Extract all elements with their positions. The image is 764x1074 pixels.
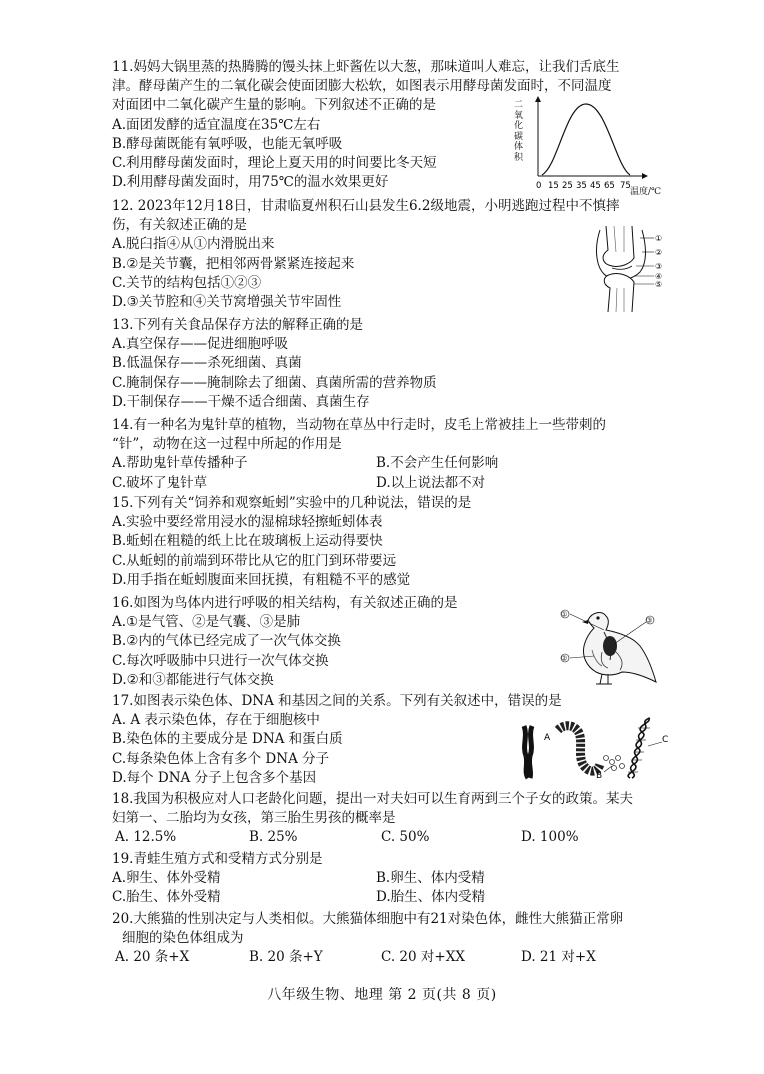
option-a: A.真空保存——促进细胞呼吸 <box>112 336 289 353</box>
option-d: D.胎生、体内受精 <box>376 889 486 906</box>
option-d: D.每个 DNA 分子上包含多个基因 <box>112 769 317 786</box>
bird-label-2: ② <box>561 654 568 663</box>
question-text: 19.青蛙生殖方式和受精方式分别是 <box>112 851 323 867</box>
co2-temperature-chart <box>512 96 660 198</box>
option-b: B.酵母菌既能有氧呼吸，也能无氧呼吸 <box>112 135 343 152</box>
option-c: C.每次呼吸肺中只进行一次气体交换 <box>112 652 329 669</box>
question-text: “针”，动物在这一过程中所起的作用是 <box>112 436 342 453</box>
option-b: B.低温保存——杀死细菌、真菌 <box>112 355 302 372</box>
question-19 <box>112 850 485 908</box>
question-text: 18.我国为积极应对人口老龄化问题，提出一对夫妇可以生育两到三个子女的政策。某夫 <box>112 791 633 807</box>
option-b: B.②内的气体已经完成了一次气体交换 <box>112 633 341 650</box>
chart-y-label-vertical: 二氧化碳体积 <box>514 100 524 163</box>
option-c: C.胎生、体外受精 <box>112 889 221 906</box>
question-text: 16.如图为鸟体内进行呼吸的相关结构，有关叙述正确的是 <box>112 595 458 611</box>
option-a: A. 20 条+X <box>115 949 190 966</box>
option-d: D.以上说法都不对 <box>376 474 486 491</box>
question-18 <box>112 790 633 848</box>
option-c: C.腌制保存——腌制除去了细菌、真菌所需的营养物质 <box>112 374 437 391</box>
options-row <box>112 828 633 847</box>
option-b: B.卵生、体内受精 <box>376 870 485 887</box>
option-b: B. 25% <box>249 829 298 846</box>
option-a: A.面团发酵的适宜温度在35℃左右 <box>112 116 321 133</box>
option-c: C.每条染色体上含有多个 DNA 分子 <box>112 750 330 767</box>
option-a: A. A 表示染色体，存在于细胞核中 <box>112 712 320 729</box>
option-d: D.②和③都能进行气体交换 <box>112 671 274 688</box>
question-15 <box>112 494 471 590</box>
option-d: D.用手指在蚯蚓腹面来回抚摸，有粗糙不平的感觉 <box>112 571 411 588</box>
option-c: C.从蚯蚓的前端到环带比从它的肛门到环带要远 <box>112 552 397 569</box>
x-tick: 35 <box>576 181 587 191</box>
option-d: D.③关节腔和④关节窝增强关节牢固性 <box>112 294 342 311</box>
question-text: 13.下列有关食品保存方法的解释正确的是 <box>112 317 363 333</box>
question-16 <box>112 594 457 690</box>
option-a: A.卵生、体外受精 <box>112 870 221 887</box>
chromosome-label-a: A <box>544 733 551 743</box>
question-text: 17.如图表示染色体、DNA 和基因之间的关系。下列有关叙述中，错误的是 <box>112 693 562 709</box>
option-c: C. 50% <box>381 829 430 846</box>
option-d: D. 100% <box>521 829 579 846</box>
bird-label-1: ① <box>561 610 568 619</box>
x-tick: 25 <box>562 181 573 191</box>
x-tick: 45 <box>590 181 601 191</box>
question-text: 伤，有关叙述正确的是 <box>112 217 247 234</box>
question-text: 12. 2023年12月18日，甘肃临夏州积石山县发生6.2级地震，小明逃跑过程中不慎摔 <box>112 198 620 214</box>
question-text: 妇第一、二胎均为女孩，第三胎生男孩的概率是 <box>112 810 396 827</box>
question-14 <box>112 416 606 493</box>
x-tick: 75 <box>620 181 631 191</box>
joint-label-5: ⑤ <box>655 280 663 289</box>
option-b: B. 20 条+Y <box>249 949 323 966</box>
chart-x-ticks <box>536 181 631 191</box>
question-text: 14.有一种名为鬼针草的植物，当动物在草丛中行走时，皮毛上常被挂上一些带刺的 <box>112 417 606 433</box>
option-a: A.帮助鬼针草传播种子 <box>112 455 248 472</box>
option-c: C.利用酵母菌发面时，理论上夏天用的时间要比冬天短 <box>112 155 437 172</box>
option-b: B.染色体的主要成分是 DNA 和蛋白质 <box>112 731 343 748</box>
chromosome-label-c: C <box>662 735 669 745</box>
x-tick: 0 <box>536 181 542 191</box>
option-c: C.破坏了鬼针草 <box>112 474 208 491</box>
question-13 <box>112 316 437 412</box>
option-a: A. 12.5% <box>115 829 177 846</box>
page-footer: 八年级生物、地理 第 2 页(共 8 页) <box>267 987 497 1003</box>
joint-label-4: ④ <box>655 272 663 281</box>
options-row <box>112 474 606 493</box>
question-text: 津。酵母菌产生的二氧化碳会使面团膨大松软，如图表示用酵母菌发面时，不同温度 <box>112 78 612 95</box>
chromosome-dna-diagram <box>518 716 672 784</box>
option-d: D.利用酵母菌发面时，用75℃的温水效果更好 <box>112 174 389 191</box>
option-c: C. 20 对+XX <box>381 949 465 966</box>
question-20 <box>112 910 623 968</box>
x-tick: 15 <box>548 181 559 191</box>
option-d: D. 21 对+X <box>521 949 596 966</box>
x-tick: 65 <box>604 181 615 191</box>
question-text: 对面团中二氧化碳产生量的影响。下列叙述不正确的是 <box>112 97 436 114</box>
joint-diagram <box>590 226 674 314</box>
bird-label-3: ③ <box>646 616 653 625</box>
options-row <box>112 888 485 907</box>
chromosome-label-b: B <box>596 771 603 781</box>
options-row <box>112 454 606 473</box>
option-b: B.蚯蚓在粗糙的纸上比在玻璃板上运动得要快 <box>112 533 383 550</box>
option-a: A.①是气管、②是气囊、③是肺 <box>112 614 301 631</box>
joint-label-2: ② <box>655 248 663 257</box>
joint-label-1: ① <box>655 234 663 243</box>
question-17 <box>112 692 562 788</box>
question-text: 15.下列有关“饲养和观察蚯蚓”实验中的几种说法，错误的是 <box>112 495 472 511</box>
option-b: B.②是关节囊，把相邻两骨紧紧连接起来 <box>112 255 355 272</box>
option-c: C.关节的结构包括①②③ <box>112 274 262 291</box>
option-a: A.实验中要经常用浸水的湿棉球轻擦蚯蚓体表 <box>112 514 383 531</box>
question-12 <box>112 197 619 312</box>
option-d: D.干制保存——干燥不适合细菌、真菌生存 <box>112 393 370 410</box>
option-a: A.脱臼指④从①内滑脱出来 <box>112 236 275 253</box>
bird-respiration-diagram <box>556 606 660 688</box>
joint-label-3: ③ <box>655 262 663 271</box>
options-row <box>112 948 623 967</box>
option-b: B.不会产生任何影响 <box>376 455 499 472</box>
question-text: 20.大熊猫的性别决定与人类相似。大熊猫体细胞中有21对染色体，雌性大熊猫正常卵 <box>112 911 624 927</box>
question-text: 细胞的染色体组成为 <box>122 930 244 947</box>
chart-x-label: 温度/℃ <box>630 187 662 197</box>
options-row <box>112 869 485 888</box>
question-text: 11.妈妈大锅里蒸的热腾腾的馒头抹上虾酱佐以大葱，那味道叫人难忘，让我们舌底生 <box>112 59 620 75</box>
